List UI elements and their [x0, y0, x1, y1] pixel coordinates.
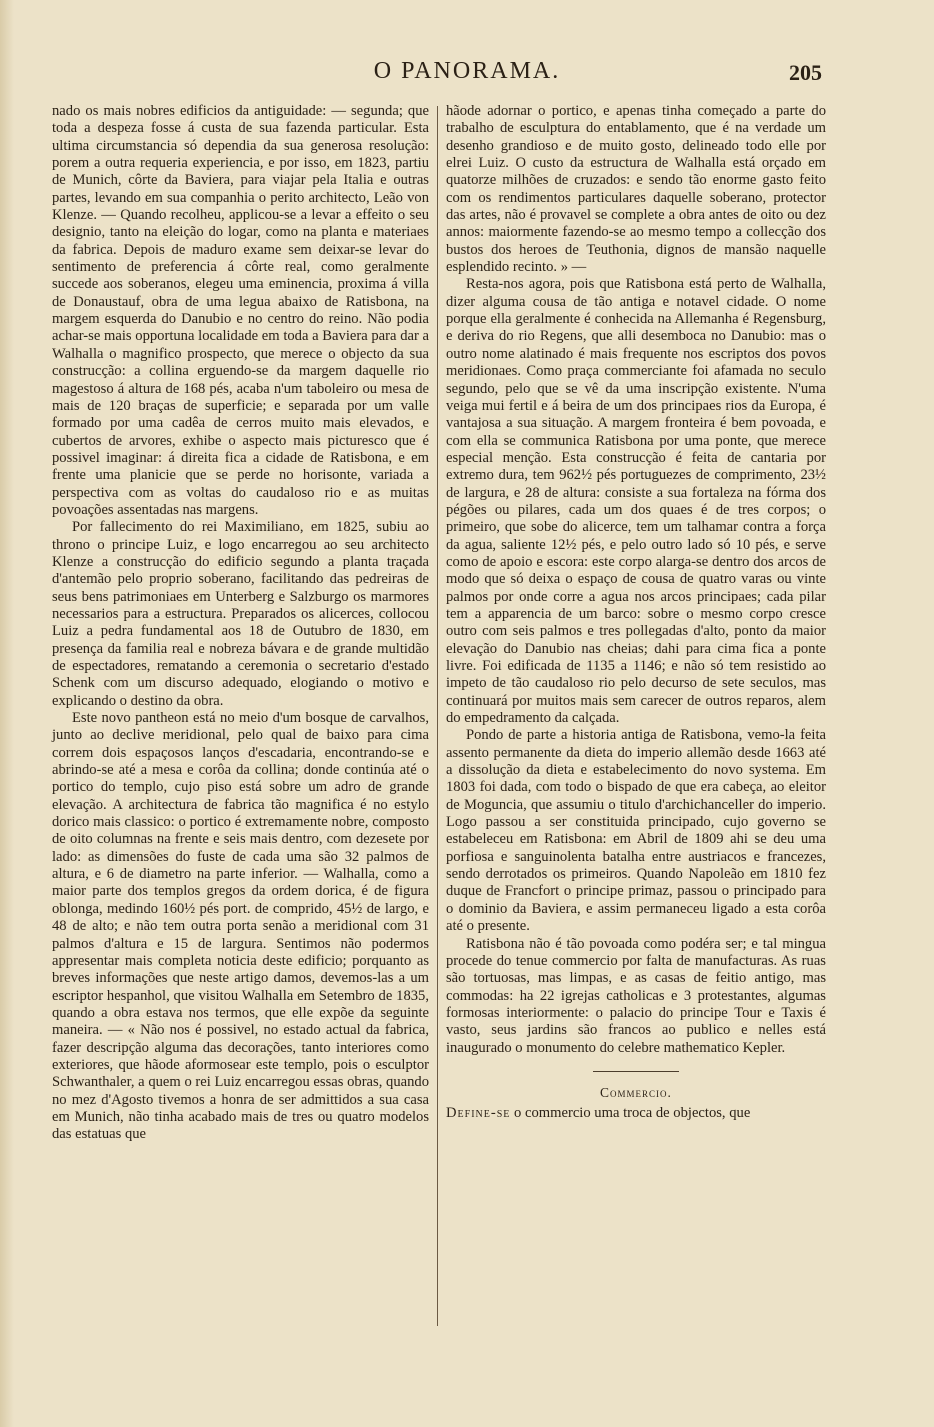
article-paragraph: Por fallecimento do rei Maximiliano, em 1825, subiu ao throno o principe Luiz, e logo encarregou ao seu architecto Klenze a construcção do edificio segundo a planta traçada d'antemão pelo proprio soberano, facilitando das pedreiras de seus bens patrimoniaes em Unterberg e Salzburgo os marmores necessarios para a estructura. Preparados os alicerces, collocou Luiz a pedra fundamental aos 18 de Outubro de 1830, em presença da familia real e nobreza bávara e de grande multidão de espectadores, rematando a ceremonia o secretario d'estado Schenk com um discurso adequado, elogiando o motivo e explicando o destino da obra.	[52, 519, 429, 709]
section-first-line	[446, 1105, 826, 1122]
article-paragraph: Ratisbona não é tão povoada como podéra ser; e tal mingua procede do tenue commercio por falta de manufacturas. As ruas são tortuosas, mas limpas, e as casas de feitio antigo, mas commodas: ha 22 igrejas catholicas e 3 protestantes, algumas formosas interiormente: o palacio do principe Tour e Taxis é vasto, seus jardins são francos ao publico e nelles está inaugurado o monumento do celebre mathematico Kepler.	[446, 935, 826, 1056]
section-lead-word: Define-se	[446, 1105, 511, 1122]
left-column	[52, 103, 429, 1144]
page-number: 205	[789, 60, 822, 85]
article-paragraph: Este novo pantheon está no meio d'um bosque de carvalhos, junto ao declive meridional, pelo qual de baixo para cima correm dois espaçosos lanços d'escadaria, encontrando-se e abrindo-se até a mesa e corôa da collina; donde continúa até o portico do templo, cujo piso está sobre um adro de grande elevação. A architectura de fabrica tão magnifica é no estylo dorico mais classico: o portico é extremamente nobre, composto de oito columnas na frente e seis mais dentro, com dezesete por lado: as dimensões do fuste de cada uma são 32 palmos de altura, e 6 de diametro na parte inferior. — Walhalla, como a maior parte dos templos gregos da ordem dorica, é de figura oblonga, medindo 160½ pés port. de comprido, 45½ de largo, e 48 de alto; e não tem outra porta senão a meridional com 31 palmos d'altura e 15 de largura. Sentimos não podermos appresentar mais completa noticia deste edificio; porquanto as breves informações que neste artigo damos, devemos-las a um escriptor hespanhol, que visitou Walhalla em Setembro de 1835, quando a obra estava nos termos, que elle expõe da seguinte maneira. — « Não nos é possivel, no estado actual da fabrica, fazer descripção alguma das decorações, tanto interiores como exteriores, que hãode aformosear este templo, pois o esculptor Schwanthaler, a quem o rei Luiz encarregou essas obras, quando no mez d'Agosto tivemos a honra de ser admittidos a sua casa em Munich, não tinha acabado mais de tres ou quatro modelos das estatuas que	[52, 710, 429, 1143]
section-rule	[593, 1071, 679, 1072]
section-heading: Commercio.	[600, 1084, 672, 1100]
page-edge-shadow	[0, 0, 14, 1427]
article-paragraph: nado os mais nobres edificios da antiguidade: — segunda; que toda a despeza fosse á custa de sua fazenda particular. Esta ultima circumstancia só dependia da sua generosa resolução: porem a outra requeria experiencia, e por isso, em 1823, partiu de Munich, côrte da Baviera, para viajar pela Italia e outras partes, levando em sua companhia o perito architecto, Leão von Klenze. — Quando recolheu, applicou-se a levar a effeito o seu designio, tanto na eleição do logar, como na planta e materiaes da fabrica. Depois de maduro exame sem deixar-se levar do sentimento de preferencia á côrte real, como geralmente succede aos soberanos, elegeu uma eminencia, proxima á villa de Donaustauf, obra de uma legua abaixo de Ratisbona, na margem esquerda do Danubio e no centro do reino. Não podia achar-se mais opportuna localidade em toda a Baviera para dar a Walhalla o magnifico prospecto, que merece o objecto da sua construcção: a collina erguendo-se da margem daquelle rio magestoso á altura de 168 pés, acaba n'um taboleiro ou mesa de mais de 120 braças de superficie; e separada por um valle formado por uma cadêa de cerros muito mais elevados, e cubertos de arvores, exhibe o aspecto mais picturesco que é possivel imaginar: á direita fica a cidade de Ratisbona, e em frente uma planicie que se perde no horisonte, variada a perspectiva com as voltas do caudaloso rio e as muitas povoações assentadas nas margens.	[52, 103, 429, 518]
article-paragraph: Resta-nos agora, pois que Ratisbona está perto de Walhalla, dizer alguma cousa de tão antiga e notavel cidade. O nome porque ella geralmente é conhecida na Allemanha é Regensburg, e deriva do rio Regens, que alli desemboca no Danubio: mas o outro nome alatinado é mais frequente nos escriptos dos povos meridionaes. Como praça commerciante foi afamada no seculo segundo, pelo que se vê da uma inscripção existente. N'uma veiga mui fertil e á beira de um dos principaes rios da Europa, é vantajosa a sua situação. A margem fronteira é bem povoada, e com ella se communica Ratisbona por uma ponte, que merece especial menção. Esta construcção é feita de cantaria por extremo dura, tem 962½ pés portuguezes de comprimento, 23½ de largura, e 28 de altura: consiste a sua fortaleza na fórma dos pégões ou pilares, cada um dos quaes é de tres corpos; o primeiro, que sobe do alicerce, tem um talhamar contra a força da agua, saliente 12½ pés, e pelo outro lado só 10 pés, e serve como de apoio e escora: este corpo alarga-se dentro dos arcos de modo que só deixa o espaço de cousa de quatro varas ou vinte palmos por onde corre a agua nos arcos principaes; cada pilar tem a apparencia de um barco: sobre o mesmo corpo cresce outro com seis palmos e tres pollegadas d'alto, ponto da maior elevação do Danubio nas cheias; dahi para cima fica a ponte livre. Foi edificada de 1135 a 1146; e não só tem resistido ao impeto de tão caudaloso rio pelo decurso de sete seculos, mas continuará por muitos mais sem carecer de outros reparos, alem do empedramento da calçada.	[446, 276, 826, 727]
article-paragraph: hãode adornar o portico, e apenas tinha começado a parte do trabalho de esculptura do entablamento, que é na verdade um desenho grandioso e de muito gosto, delineado todo elle por elrei Luiz. O custo da estructura de Walhalla está orçado em quatorze milhões de cruzados: e sendo tão enorme gasto feito com os rendimentos particulares daquelle soberano, protector das artes, não é provavel se complete a obra antes de oito ou dez annos: maiormente fazendo-se ao mesmo tempo a collecção dos bustos dos heroes de Teuthonia, dignos de mansão naquelle esplendido recinto. » —	[446, 103, 826, 276]
right-column	[446, 103, 826, 1123]
article-paragraph: Pondo de parte a historia antiga de Ratisbona, vemo-la feita assento permanente da dieta do imperio allemão desde 1663 até a dissolução da dieta e estabelecimento do novo systema. Em 1803 foi dada, com todo o bispado de que era cabeça, ao eleitor de Moguncia, que assumiu o titulo d'archichanceller do imperio. Logo passou a ser constituida principado, cujo governo se estabeleceu em Ratisbona: em Abril de 1809 ahi se deu uma porfiosa e sanguinolenta batalha entre austriacos e francezes, sendo derrotados os primeiros. Quando Napoleão em 1810 fez duque de Francfort o principe primaz, passou o principado para o dominio da Baviera, e assim permaneceu ligado a esta corôa até o presente.	[446, 727, 826, 935]
column-divider	[437, 106, 438, 1326]
section-text: o commercio uma troca de objectos, que	[510, 1105, 751, 1122]
page-header-title: O PANORAMA.	[373, 58, 561, 84]
